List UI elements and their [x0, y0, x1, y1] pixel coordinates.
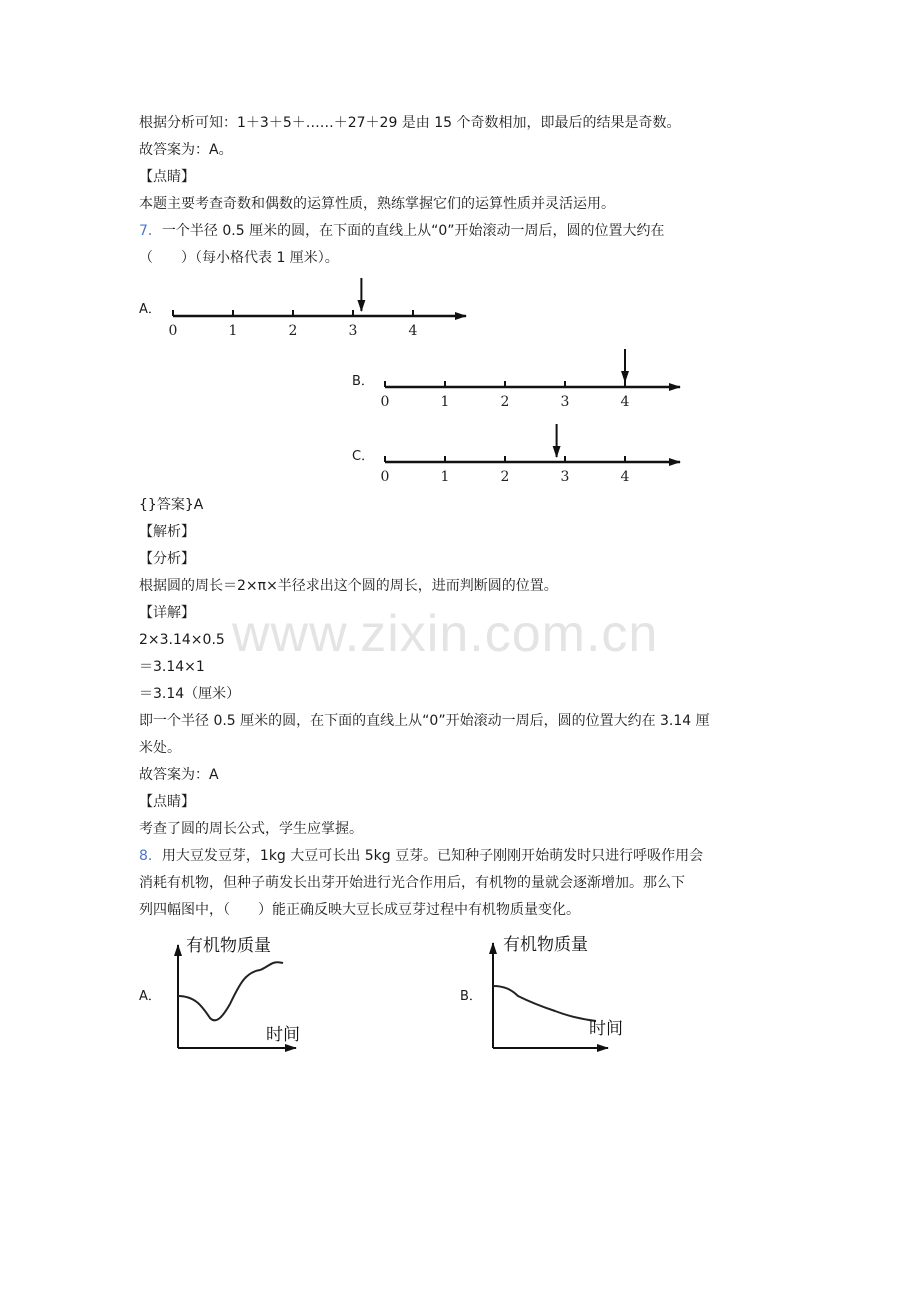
dianjing-text: 考查了圆的周长公式，学生应掌握。 — [139, 821, 363, 837]
tick-label: 2 — [288, 323, 298, 339]
question-number: 8． — [139, 848, 162, 864]
answer-line: 故答案为：A。 — [139, 142, 233, 158]
section-heading-xiangjie: 【详解】 — [139, 605, 195, 621]
final-answer: 故答案为：A — [139, 767, 219, 783]
graph-b — [493, 935, 623, 1048]
number-line-b — [381, 349, 680, 410]
section-heading-dianjing: 【点睛】 — [139, 794, 195, 810]
tick-label: 3 — [348, 323, 358, 339]
graph-a — [178, 936, 300, 1048]
summary-line: 本题主要考查奇数和偶数的运算性质，熟练掌握它们的运算性质并灵活运用。 — [139, 196, 615, 212]
graph-b-curve — [493, 986, 596, 1021]
calc-step: ＝3.14×1 — [139, 659, 205, 675]
analysis-line: 根据分析可知：1＋3＋5＋……＋27＋29 是由 15 个奇数相加，即最后的结果是奇数。 — [139, 115, 681, 131]
tick-label: 3 — [560, 394, 570, 410]
graph-b-y-label: 有机物质量 — [503, 935, 588, 955]
number-line-a — [169, 278, 466, 339]
graph-b-option-label: B． — [460, 989, 482, 1004]
tick-label: 0 — [380, 469, 390, 485]
question-7-stem-cont: （ ）（每小格代表 1 厘米）。 — [139, 250, 339, 266]
analysis-text: 根据圆的周长＝2×π×半径求出这个圆的周长，进而判断圆的位置。 — [139, 578, 558, 594]
graph-a-y-label: 有机物质量 — [186, 936, 271, 956]
watermark: www.zixin.com.cn — [232, 605, 659, 663]
tick-label: 0 — [380, 394, 390, 410]
option-b-label: B． — [352, 374, 374, 389]
option-a-label: A． — [139, 302, 161, 317]
question-text: 用大豆发豆芽，1kg 大豆可长出 5kg 豆芽。已知种子刚刚开始萌发时只进行呼吸作用会 — [161, 848, 704, 864]
calc-step: ＝3.14（厘米） — [139, 686, 241, 702]
question-number: 7． — [139, 223, 162, 239]
graph-a-x-label: 时间 — [266, 1025, 300, 1045]
tick-label: 0 — [168, 323, 178, 339]
tick-label: 4 — [408, 323, 418, 339]
tick-label: 1 — [440, 394, 450, 410]
graph-a-option-label: A． — [139, 989, 161, 1004]
question-8-stem-cont: 消耗有机物，但种子萌发长出芽开始进行光合作用后，有机物的量就会逐渐增加。那么下 — [139, 875, 685, 891]
graph-b-x-label: 时间 — [589, 1019, 623, 1039]
tick-label: 2 — [500, 394, 510, 410]
conclusion-line-cont: 米处。 — [139, 740, 181, 756]
conclusion-line: 即一个半径 0.5 厘米的圆，在下面的直线上从“0”开始滚动一周后，圆的位置大约在 3.14 厘 — [139, 713, 710, 729]
section-heading-fenxi: 【分析】 — [139, 551, 195, 567]
tick-label: 2 — [500, 469, 510, 485]
answer-line: {}答案}A — [139, 497, 204, 513]
tick-label: 1 — [228, 323, 238, 339]
tick-label: 3 — [560, 469, 570, 485]
question-text: 一个半径 0.5 厘米的圆，在下面的直线上从“0”开始滚动一周后，圆的位置大约在 — [161, 223, 665, 239]
number-line-c — [381, 424, 680, 485]
option-c-label: C． — [352, 449, 375, 464]
section-heading-jiexi: 【解析】 — [139, 524, 195, 540]
calc-step: 2×3.14×0.5 — [139, 632, 225, 648]
section-heading: 【点睛】 — [139, 169, 195, 185]
graph-a-curve — [178, 962, 283, 1020]
question-8-stem — [139, 847, 703, 865]
question-8-stem-cont: 列四幅图中，（ ）能正确反映大豆长成豆芽过程中有机物质量变化。 — [139, 902, 580, 918]
tick-label: 4 — [620, 394, 630, 410]
tick-label: 4 — [620, 469, 630, 485]
tick-label: 1 — [440, 469, 450, 485]
